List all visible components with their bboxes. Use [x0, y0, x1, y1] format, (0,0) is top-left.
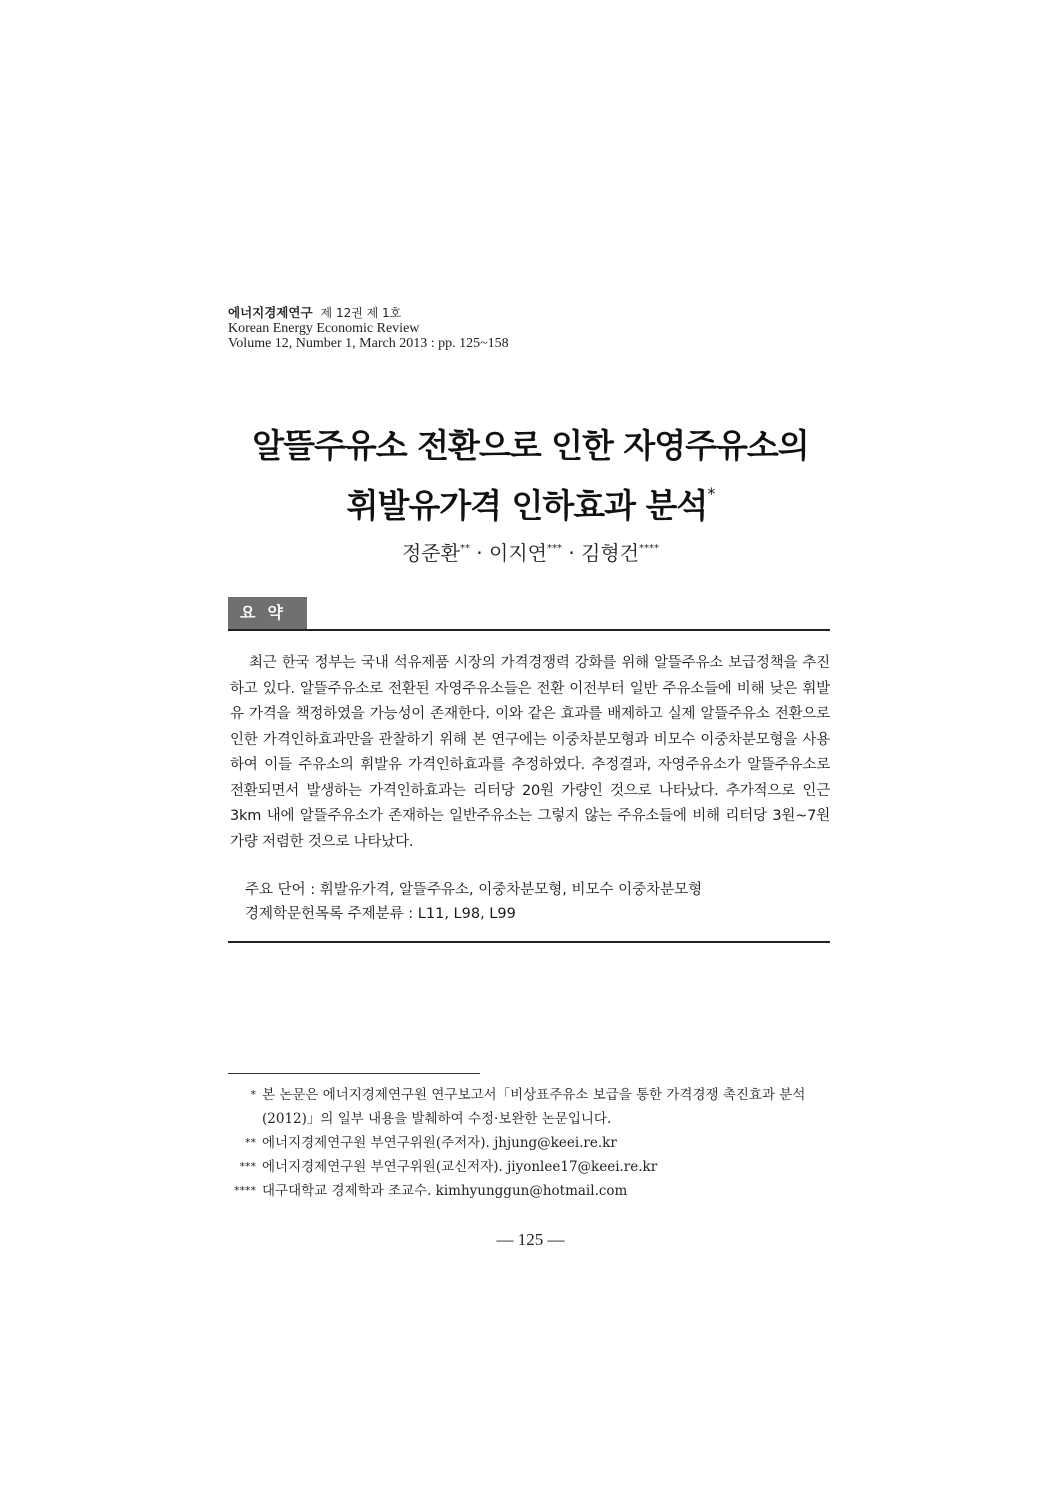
footnote-item: [228, 1179, 834, 1203]
journal-volume-en: Volume 12, Number 1, March 2013 : pp. 125~158: [228, 336, 509, 351]
footnote-divider: [228, 1073, 480, 1074]
author-list: [0, 536, 1061, 566]
abstract-body: 최근 한국 정부는 국내 석유제품 시장의 가격경쟁력 강화를 위해 알뜰주유소 보급정책을 추진하고 있다. 알뜰주유소로 전환된 자영주유소들은 전환 이전부터 일반 주유소들에 비해 낮은 휘발유 가격을 책정하였을 가능성이 존재한다. 이와 같은 효과를 배제하고 실제 알뜰주유소 전환으로 인한 가격인하효과만을 관찰하기 위해 본 연구에는 이중차분모형과 비모수 이중차분모형을 사용하여 이들 주유소의 휘발유 가격인하효과를 추정하였다. 추정결과, 자영주유소가 알뜰주유소로 전환되면서 발생하는 가격인하효과는 리터당 20원 가량인 것으로 나타났다. 추가적으로 인근 3km 내에 알뜰주유소가 존재하는 일반주유소는 그렇지 않는 주유소들에 비해 리터당 3원~7원 가량 저렴한 것으로 나타났다.: [230, 655, 830, 850]
journal-name-en: Korean Energy Economic Review: [228, 321, 420, 336]
page-number: — 125 —: [496, 1230, 565, 1249]
abstract-heading: 요약: [228, 597, 307, 629]
journal-volume-kr: 제 12권 제 1호: [320, 306, 402, 320]
paper-title-line-1: 알뜰주유소 전환으로 인한 자영주유소의: [252, 426, 809, 465]
abstract-top-rule: [228, 629, 830, 631]
footnote-item: [228, 1083, 834, 1131]
footnote-item: [228, 1155, 834, 1179]
author-mark: ***: [546, 543, 562, 554]
author-separator: ·: [568, 541, 575, 565]
author-mark: ****: [639, 543, 660, 554]
footnote-mark: *: [250, 1088, 256, 1101]
author-name: 이지연: [489, 541, 547, 565]
footnote-text: 에너지경제연구원 부연구위원(주저자). jhjung@keei.re.kr: [262, 1135, 617, 1151]
author-separator: ·: [476, 541, 483, 565]
author-name: 김형건: [581, 541, 640, 565]
abstract-bottom-rule: [228, 941, 830, 943]
paper-title-line-2: [0, 470, 1061, 530]
jel-classification-line: 경제학문헌목록 주제분류 : L11, L98, L99: [245, 906, 516, 922]
footnotes: [228, 1083, 834, 1203]
journal-name-kr: 에너지경제연구: [228, 305, 313, 320]
title-block: [0, 422, 1061, 566]
paper-title-line-2-text: 휘발유가격 인하효과 분석: [346, 486, 708, 525]
footnote-mark: ****: [234, 1184, 256, 1197]
keywords-line: 주요 단어 : 휘발유가격, 알뜰주유소, 이중차분모형, 비모수 이중차분모형: [245, 882, 703, 898]
journal-header: [228, 305, 728, 351]
author-mark: **: [459, 543, 470, 554]
author-name: 정준환: [401, 541, 460, 565]
keywords-block: [228, 878, 830, 926]
footnote-item: [228, 1131, 834, 1155]
footnote-text: 에너지경제연구원 부연구위원(교신저자). jiyonlee17@keei.re.kr: [262, 1159, 658, 1175]
title-footnote-mark: *: [707, 484, 715, 503]
abstract-section: [228, 597, 830, 943]
journal-name-line: [228, 305, 728, 321]
footnote-mark: ***: [239, 1160, 256, 1173]
footnote-text: 대구대학교 경제학과 조교수. kimhyunggun@hotmail.com: [262, 1183, 628, 1199]
footnote-text: 본 논문은 에너지경제연구원 연구보고서「비상표주유소 보급을 통한 가격경쟁 촉진효과 분석(2012)」의 일부 내용을 발췌하여 수정·보완한 논문입니다.: [262, 1087, 806, 1127]
footnote-mark: **: [245, 1136, 256, 1149]
